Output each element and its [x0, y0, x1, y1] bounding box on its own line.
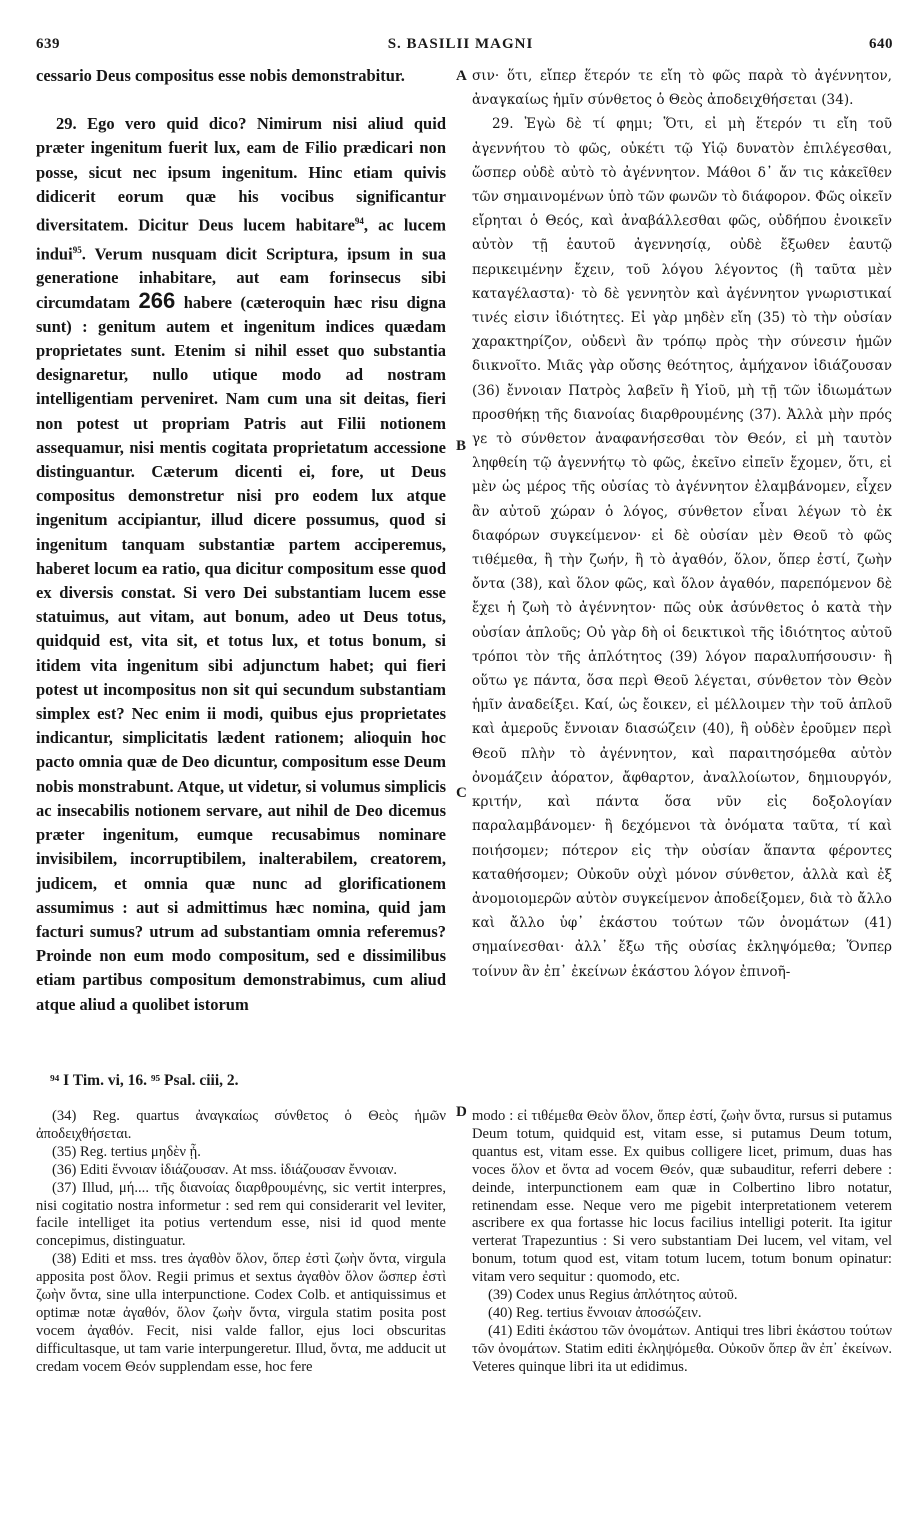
- left-page-number: 639: [36, 36, 60, 52]
- column-number: 266: [138, 287, 176, 313]
- margin-letter-b: B: [456, 438, 467, 454]
- scripture-footnotes: ⁹⁴ I Tim. vi, 16. ⁹⁵ Psal. ciii, 2.: [50, 1072, 239, 1089]
- margin-letter-d: D: [456, 1104, 467, 1120]
- note-38: (38) Editi et mss. tres ἀγαθὸν ὅλον, ὅπερ ἐστὶ ζωὴν ὄντα, virgula apposita post ὅλον. Regii primus et sextus ἀγαθὸν ὅλον ὥσπερ ἐστὶ ζωὴν ὄντα, sine ulla interpunctione. Codex Colb. et antiquissimus et optimæ notæ ἀγαθόν, ὅλον ζωὴν ὄντα, virgula statim posita post vocem ἀγαθόν. Fecit, nisi valde fallor, ejus loci obscuritas difficultasque, ut tam varie interpungeretur. Illud, ὄντα, me adducit ut credam vocem Θεόν supplendam esse, hoc fere: [36, 1251, 446, 1375]
- latin-text-part: habere (cæteroquin hæc risu digna sunt) : genitum autem et ingenitum indices quædam proprietates sunt. Etenim si nihil esset quo substantia designaretur, nullo utique modo ad nostram intelligentiam perveniret. Nam cum una sit deitas, fieri non potest ut propriam Patris aut Filii notionem assequamur, nisi mentis cogitata proprietatum accessione distinguantur. Cæterum dicenti ei, fore, ut Deus compositus demonstretur nisi pro eodem lux atque ingenitum accipiantur, illud dicere possumus, quod si ingenitum tanquam substantiæ partem acciperemus, haberet locum ea ratio, qua dicitur compositum esse quod ex diversis constat. Si vero Dei substantiam lucem esse statuimus, aut vitam, aut bonum, adeo ut Deus totus, quidquid est, vita sit, et totus lux, et totus bonum, si itidem vita ingenitum sibi adjunctum habet; qui fieri potest ut incompositus non sit qui secundum substantiam simplex est? Nec enim ii modi, quibus ejus proprietates indicantur, simplicitatis lædent rationem; alioquin hoc pacto omnia quæ de Deo dicuntur, compositum esse Deum nobis monstrabunt. Atque, ut videtur, si volumus simplicis ac insecabilis notionem servare, aut nihil de Deo dicemus præter ingenitum, eumque recusabimus nominare invisibilem, incorruptibilem, inalterabilem, creatorem, judicem, et omnia quæ nunc ad glorificationem assumimus : aut si admittimus hæc nomina, quid jam facturi sumus? utrum ad substantiam omnia referemus? Proinde non eum modo compositum, sed e dissimilibus etiam partibus compositum demonstrabimus, cum aliud atque aliud a quolibet istorum: [36, 292, 447, 1014]
- latin-text-part: . Verum nusquam dicit Scriptura, ipsum in sua generatione inhabitare, aut eam forinsecus sibi circumdatam: [36, 244, 446, 312]
- latin-paragraph-intro: cessario Deus compositus esse nobis demonstrabitur.: [36, 66, 405, 85]
- scripture-ref-marker: 94: [354, 216, 364, 227]
- note-37: (37) Illud, μή.... τῆς διανοίας διαρθρουμένης, sic vertit interpres, nisi cogitatio nostra informetur : sed rem qui considerarit vel leviter, facile intelliget ita potius vertendum esse, nisi id quod mente concepimus, distinguatur.: [36, 1179, 446, 1250]
- greek-paragraph-29: 29. Ἐγὼ δὲ τί φημι; Ὅτι, εἰ μὴ ἕτερόν τι εἴη τοῦ ἀγεννήτου τὸ φῶς, οὐκέτι τῷ Υἱῷ δυνατὸν ἐπιλέγεσθαι, ὥσπερ οὐδὲ αὐτὸ τὸ ἀγέννητον. Μάθοι δ᾽ ἄν τις κἀκεῖθεν τῶν σημαινομένων ὑπὸ τῶν φωνῶν τὸ διάφορον. Φῶς οἰκεῖν εἴρηται ὁ Θεός, καὶ ἀναβάλλεσθαι φῶς, οὐδήπου ἐνοικεῖν αὐτὸν τῇ ἑαυτοῦ ἀγεννησίᾳ, οὐδὲ ἔξωθεν ἑαυτῷ περικειμένην ἔχειν, τοῦ λόγου λέγοντος (ἢ ταῦτα μὲν καταγέλαστα)· τὸ δὲ γεννητὸν καὶ ἀγέννητον γνωριστικαί τινές εἰσιν ἰδιότητες. Εἰ γὰρ μηδὲν εἴη (35) τὸ τὴν οὐσίαν χαρακτηρίζον, οὐδενὶ ἂν τρόπῳ πρὸς τὴν σύνεσιν ἡμῶν διικνοῖτο. Μιᾶς γὰρ οὔσης θεότητος, ἀμήχανον ἰδιάζουσαν (36) ἔννοιαν Πατρὸς λαβεῖν ἢ Υἱοῦ, μὴ τῇ τῶν ἰδιωμάτων προσθήκῃ τῆς διανοίας διαρθρουμένης (37). Ἀλλὰ μὴν πρός γε τὸ σύνθετον ἀναφανήσεσθαι τὸν Θεόν, εἰ μὴ ταυτὸν ληφθείη τῷ ἀγεννήτῳ τὸ φῶς, ἐκεῖνο εἰπεῖν ἔχομεν, ὅτι, εἰ μὲν ὡς μέρος τῆς οὐσίας τὸ ἀγέννητον ἐλαμβάνομεν, εἶχεν ἂν αὐτοῦ χώραν ὁ λόγος, σύνθετον εἶναι λέγων τὸ ἐκ διαφόρων συγκείμενον· εἰ δὲ οὐσίαν μὲν Θεοῦ τὸ φῶς τιθέμεθα, ἢ τὴν ζωήν, ἢ τὸ ἀγαθόν, ὅλον, ὅπερ ἐστί, ζωὴν ὄντα (38), καὶ ὅλον φῶς, καὶ ὅλον ἀγαθόν, παρεπόμενον δὲ ἔχει ἡ ζωὴ τὸ ἀγέννητον· πῶς οὐκ ἀσύνθετος ὁ κατὰ τὴν οὐσίαν ἁπλοῦς; Οὐ γὰρ δὴ οἱ δεικτικοὶ τῆς ἰδιότητος αὐτοῦ τρόποι τὸν τῆς ἁπλότητος (39) λόγον παραλυπήσουσιν· ἢ οὕτω γε πάντα, ὅσα περὶ Θεοῦ λέγεται, σύνθετον τὸν Θεὸν ἡμῖν ἀναδείξει. Καί, ὡς ἔοικεν, εἰ μέλλοιμεν τὴν τοῦ ἁπλοῦ καὶ ἀμεροῦς ἔννοιαν διασώζειν (40), ἢ οὐδὲν ἐροῦμεν περὶ Θεοῦ πλὴν τὸ ἀγέννητον, καὶ παραιτησόμεθα αὐτὸν ὀνομάζειν ἀόρατον, ἄφθαρτον, ἀναλλοίωτον, δημιουργόν, κριτήν, καὶ πάντα ὅσα νῦν εἰς δοξολογίαν παραλαμβάνομεν· ἢ δεχόμενοι τὰ ὀνόματα ταῦτα, τί καὶ ποιήσομεν; πότερον εἰς τὴν οὐσίαν ἅπαντα φέροντες καταθήσομεν; Οὐκοῦν οὐχὶ μόνον σύνθετον, ἀλλὰ καὶ ἐξ ἀνομοιομερῶν αὐτὸν συγκείμενον ἀποδείξομεν, διὰ τὸ ἄλλο καὶ ἄλλο ὑφ᾽ ἑκάστου τούτων τῶν ὀνομάτων (41) σημαίνεσθαι· ἀλλ᾽ ἔξω τῆς οὐσίας ἐκληψόμεθα; Ὅνπερ τοίνυν ἂν ἐπ᾽ ἐκείνων ἑκάστου λόγον ἐπινοῆ-: [472, 116, 892, 980]
- critical-notes-left: [36, 1108, 446, 1377]
- latin-text-part: 29. Ego vero quid dico? Nimirum nisi aliud quid præter ingenitum fuerit lux, eam de Filio prædicari non posse, sicut nec ipsum ingenitum. Hinc etiam quivis didicerit eorum quæ his vocibus significantur diversitatem. Dicitur Deus lucem habitare: [36, 114, 446, 235]
- note-35: (35) Reg. tertius μηδὲν ᾖ.: [52, 1143, 201, 1160]
- latin-text-part: , ac lucem indui: [36, 215, 446, 264]
- note-40: (40) Reg. tertius ἔννοιαν ἀποσώζειν.: [488, 1304, 702, 1321]
- note-39: (39) Codex unus Regius ἀπλότητος αὐτοῦ.: [488, 1287, 738, 1304]
- latin-paragraph-29: [36, 112, 446, 1017]
- scripture-ref-marker: 95: [72, 244, 82, 255]
- critical-notes-right: [472, 1108, 892, 1377]
- latin-column: [36, 64, 446, 1017]
- note-41: (41) Editi ἑκάστου τῶν ὀνομάτων. Antiqui tres libri ἑκάστου τούτων τῶν ὀνομάτων. Statim editi ἐκληψόμεθα. Οὐκοῦν ὅπερ ἂν ἐπ᾽ ἐκείνων. Veteres quinque libri ita ut edidimus.: [472, 1322, 892, 1375]
- note-34: (34) Reg. quartus ἀναγκαίως σύνθετος ὁ Θεὸς ἡμῶν ἀποδειχθήσεται.: [36, 1108, 446, 1142]
- paragraph-gap: [36, 88, 446, 112]
- note-38-continued: modo : εἰ τιθέμεθα Θεὸν ὅλον, ὅπερ ἐστί, ζωὴν ὄντα, rursus si putamus Deum totum, quidquid est, vitam esse, si putamus Deum totum, quantus est, vitam esse. Ex quibus colligere licet, primum, duas has voces ὅλον et ὄντα ad vocem Θεόν, quæ subauditur, referri debere : deinde, interpunctionem eam quæ in Colbertino libro notatur, retinendam esse. Neque vero me pigebit interpretationem veterem ascribere ex qua fortasse hic locus facilius intelligi poterit. Ita igitur verterat Trapezuntius : Si vero substantiam Dei lucem, vel vitam, vel bonum, totum quod est, vitam totum lucem, totum bonum opinatur: vitam vero sequitur : quomodo, etc.: [472, 1108, 892, 1286]
- note-36: (36) Editi ἔννοιαν ἰδιάζουσαν. At mss. ἰδιάζουσαν ἔννοιαν.: [52, 1161, 398, 1178]
- margin-letter-a: A: [456, 68, 467, 84]
- greek-paragraph-intro: σιν· ὅτι, εἴπερ ἕτερόν τε εἴη τὸ φῶς παρὰ τὸ ἀγέννητον, ἀναγκαίως ἡμῖν σύνθετος ὁ Θεὸς ἀποδειχθήσεται (34).: [472, 68, 892, 109]
- right-page-number: 640: [869, 36, 893, 52]
- greek-column: [472, 64, 892, 984]
- running-title: S. BASILII MAGNI: [387, 36, 534, 52]
- margin-letter-c: C: [456, 785, 467, 801]
